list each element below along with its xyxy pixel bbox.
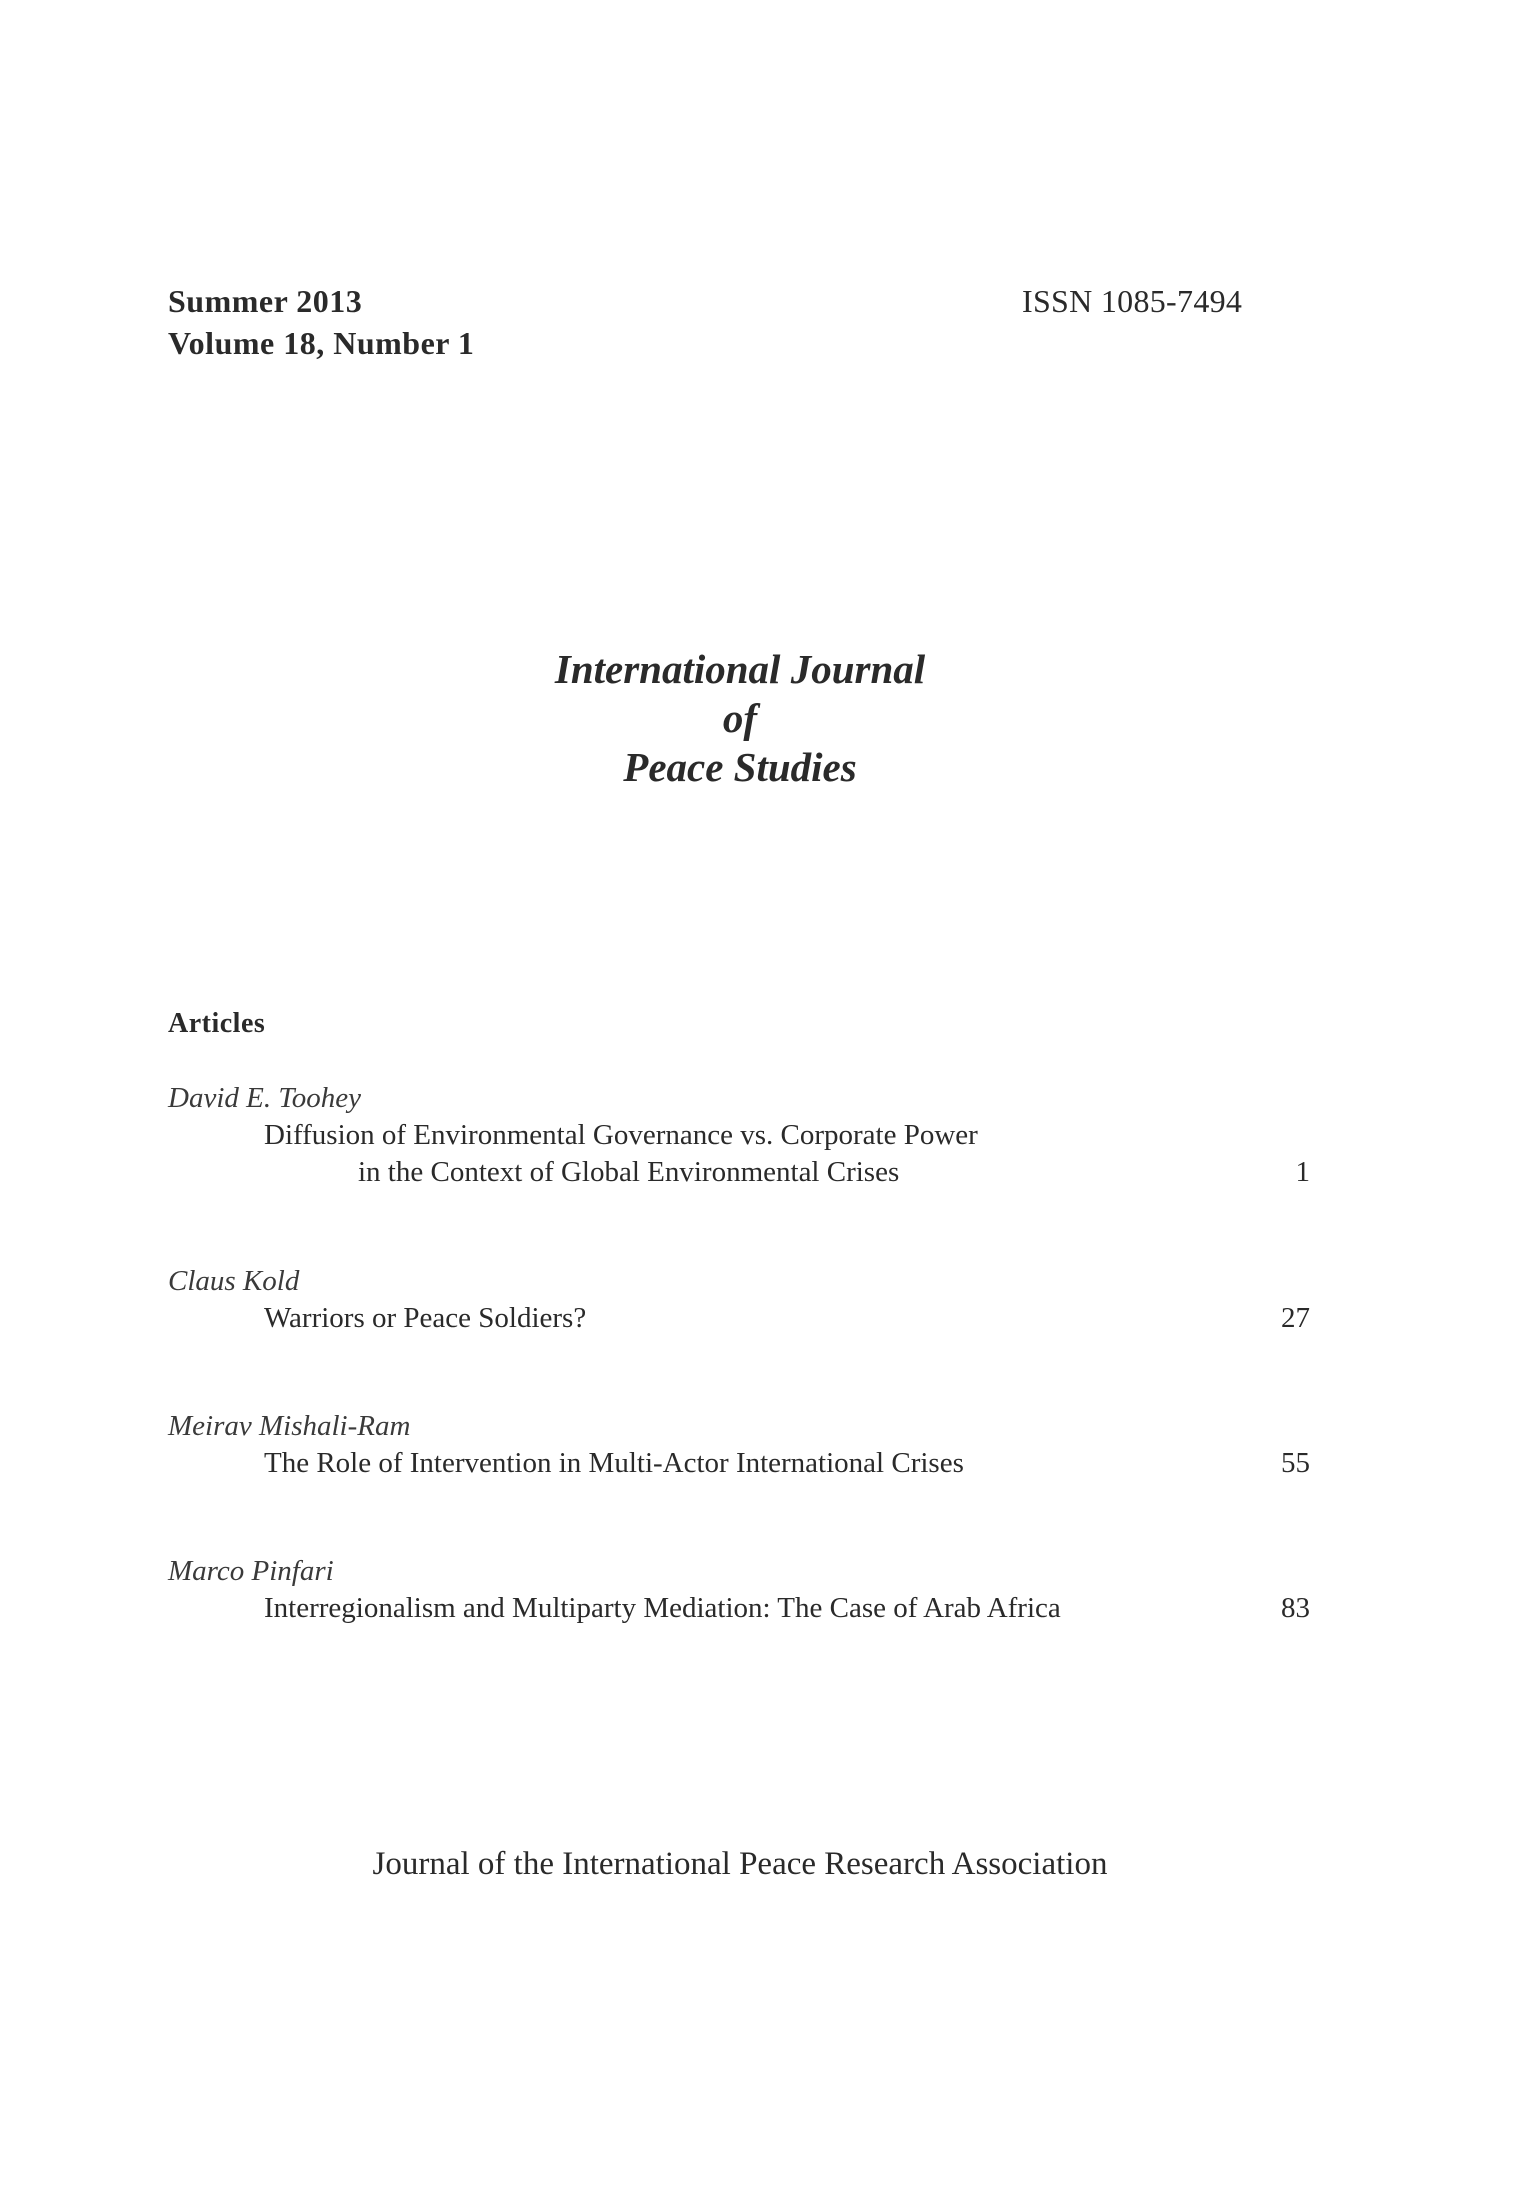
article-page-number: 1 [1295,1156,1310,1188]
article-title: Interregionalism and Multiparty Mediation: The Case of Arab Africa [264,1592,1061,1624]
article-title: Diffusion of Environmental Governance vs. Corporate Power [264,1119,978,1151]
journal-footer: Journal of the International Peace Research Association [372,1846,1108,1882]
article-title: Warriors or Peace Soldiers? [264,1302,587,1334]
article-page-number: 83 [1281,1592,1310,1624]
contents-heading: Articles [168,1008,266,1039]
article-page-number: 55 [1281,1447,1310,1479]
journal-title-line-3: Peace Studies [623,744,857,790]
journal-title-line-2: of [722,695,758,741]
article-author: Marco Pinfari [168,1555,334,1587]
journal-title-line-1: International Journal [554,646,926,692]
issn-number: ISSN 1085-7494 [1022,283,1243,319]
article-author: Claus Kold [168,1265,300,1297]
article-title: The Role of Intervention in Multi-Actor International Crises [264,1447,964,1479]
article-author: David E. Toohey [168,1082,362,1114]
article-title-continuation: in the Context of Global Environmental Crises [358,1156,900,1188]
article-author: Meirav Mishali-Ram [168,1410,411,1442]
issue-volume: Volume 18, Number 1 [168,325,475,361]
issue-season: Summer 2013 [168,283,363,319]
article-page-number: 27 [1281,1302,1310,1334]
